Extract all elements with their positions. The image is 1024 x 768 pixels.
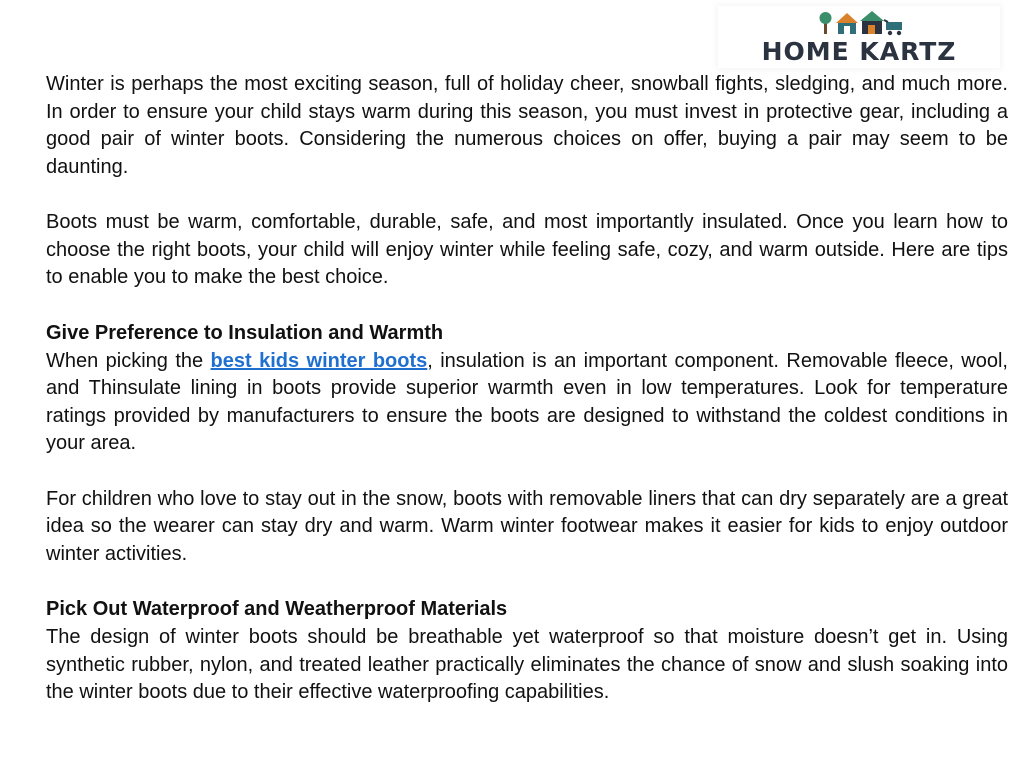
insulation-paragraph-1 [46,348,1008,458]
best-kids-winter-boots-link[interactable]: best kids winter boots [210,349,428,372]
brand-name: HOME KARTZ [761,37,957,66]
home-kartz-logo [718,6,1000,68]
intro-paragraph-2: Boots must be warm, comfortable, durable, safe, and most importantly insulated. Once you learn how to choose the right boots, your child will enjoy winter while feeling safe, cozy, and warm outside. Here are tips to enable you to make the best choice. [46,211,1008,288]
insulation-text-before-link: When picking the [46,349,211,372]
section-heading-waterproof: Pick Out Waterproof and Weatherproof Materials [46,598,508,620]
intro-paragraph-1: Winter is perhaps the most exciting season, full of holiday cheer, snowball fights, sledging, and much more. In order to ensure your child stays warm during this season, you must invest in protective gear, including a good pair of winter boots. Considering the numerous choices on offer, buying a pair may seem to be daunting. [46,73,1008,178]
waterproof-paragraph-1: The design of winter boots should be breathable yet waterproof so that moisture doesn’t get in. Using synthetic rubber, nylon, and treated leather practically eliminates the chance of snow and slush soaking into the winter boots due to their effective waterproofing capabilities. [46,626,1008,703]
insulation-text-after-link: , insulation is an important component. Removable fleece, wool, and Thinsulate lining in boots provide superior warmth even in low temperatures. Look for temperature ratings provided by manufacturers to ensure the boots are designed to withstand the coldest conditions in your area. [46,349,1008,454]
insulation-paragraph-2: For children who love to stay out in the snow, boots with removable liners that can dry separately are a great idea so the wearer can stay dry and warm. Warm winter footwear makes it easier for kids to enjoy outdoor winter activities. [46,487,1008,565]
logo-house-icon [818,10,906,36]
article-body [46,71,1008,735]
section-heading-insulation: Give Preference to Insulation and Warmth [46,321,444,344]
